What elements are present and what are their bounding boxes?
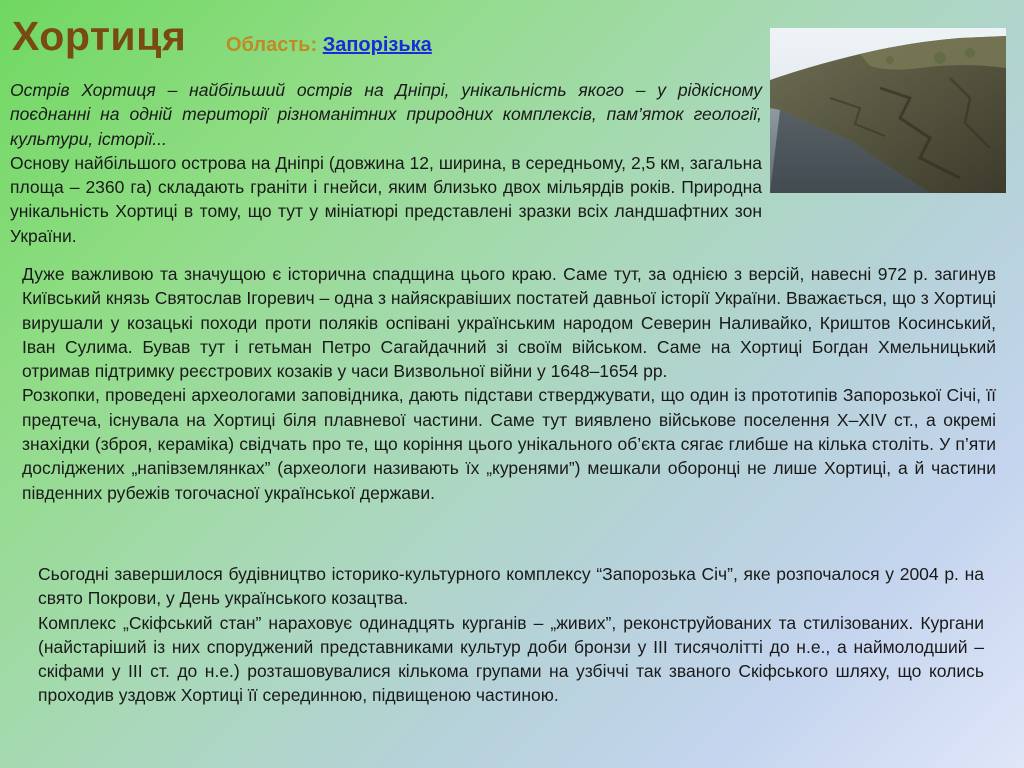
- region-line: [226, 32, 432, 58]
- region-label: Область:: [226, 34, 318, 56]
- today-paragraph-1: Сьогодні завершилося будівництво історико-культурного комплексу “Запорозька Січ”, яке розпочалося у 2004 р. на свято Покрови, у День українського козацтва.: [38, 564, 984, 609]
- history-section: [22, 262, 996, 505]
- history-paragraph-1: Дуже важливою та значущою є історична спадщина цього краю. Саме тут, за однією з версій, навесні 972 р. загинув Київський князь Святослав Ігоревич – одна з найяскравіших постатей давньої історії України. Вважається, що з Хортиці вирушали у козацькі походи проти поляків оспівані українським народом Северин Наливайко, Криштов Косинський, Іван Сулима. Бував тут і гетьман Петро Сагайдачний зі своїм військом. Саме на Хортиці Богдан Хмельницький отримав підтримку реєстрових козаків у часи Визвольної війни у 1648–1654 рр.: [22, 264, 996, 382]
- slide-title: Хортиця: [12, 13, 187, 59]
- intro-section: [10, 78, 762, 248]
- island-photo: [770, 28, 1006, 193]
- region-link[interactable]: Запорізька: [322, 34, 432, 56]
- intro-lead: Острів Хортиця – найбільший острів на Дніпрі, унікальність якого – у рідкісному поєднанні на одній території різноманітних природних комплексів, пам’яток геології, культури, історії...: [10, 80, 762, 149]
- intro-body: Основу найбільшого острова на Дніпрі (довжина 12, ширина, в середньому, 2,5 км, загальна площа – 2360 га) складають граніти і гнейси, яким близько двох мільярдів років. Природна унікальність Хортиці в тому, що тут у мініатюрі представлені зразки всіх ландшафтних зон України.: [10, 152, 762, 246]
- today-paragraph-2: Комплекс „Скіфський стан” нараховує одинадцять курганів – „живих”, реконструйованих та стилізованих. Кургани (найстаріший із них споруджений представниками культур доби бронзи у III тисячолітті до н.е., а наймолодший – скіфами у III ст. до н.е.) розташовувалися кількома групами на узбіччі так званого Скіфського шляху, що колись проходив уздовж Хортиці її серединною, підвищеною частиною.: [38, 612, 984, 706]
- today-section: [38, 562, 984, 708]
- history-paragraph-2: Розкопки, проведені археологами заповідника, дають підстави стверджувати, що один із прототипів Запорозької Січі, її предтеча, існувала на Хортиці біля плавневої частини. Саме тут виявлено військове поселення X–XIV ст., а окремі знахідки (зброя, кераміка) свідчать про те, що коріння цього унікального об’єкта сягає глибше на кілька століть. У п’яти досліджених „напівземлянках” (археологи називають їх „куренями”) мешкали оборонці не лише Хортиці, а й частини південних рубежів тогочасної української держави.: [22, 385, 996, 503]
